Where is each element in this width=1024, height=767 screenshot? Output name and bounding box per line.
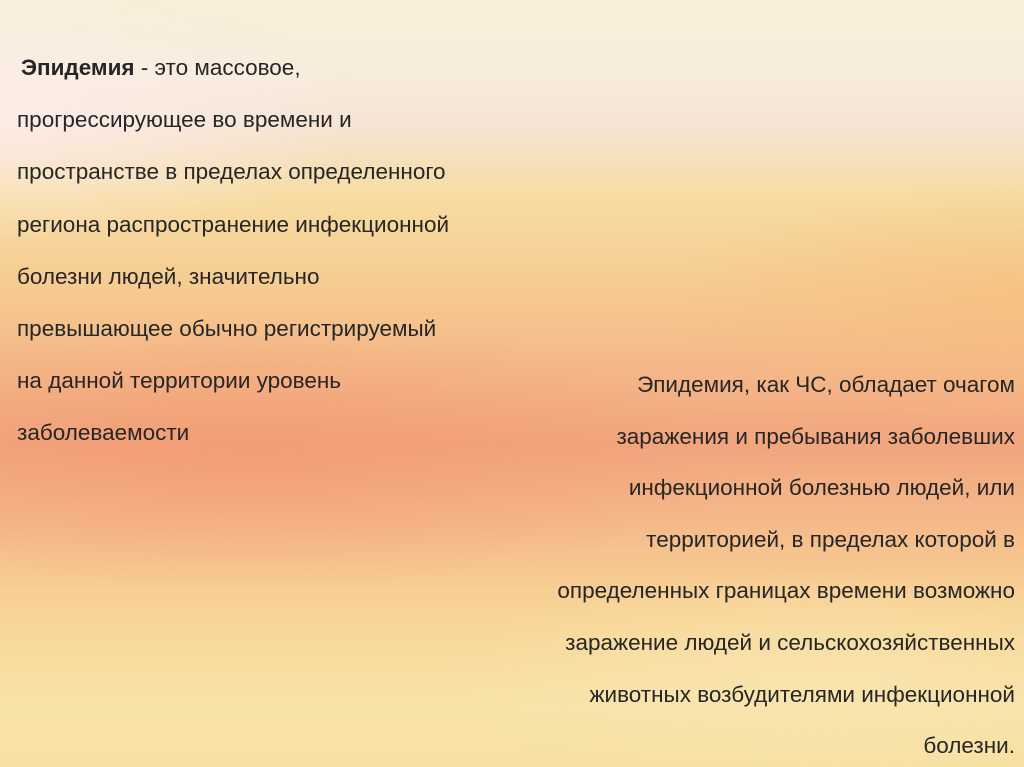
characteristic-line-7: животных возбудителями инфекционной: [589, 681, 1015, 707]
characteristic-line-8: болезни.: [923, 733, 1015, 759]
definition-line-8: заболеваемости: [17, 420, 190, 446]
definition-line-1: [17, 42, 577, 94]
definition-line-7: на данной территории уровень: [17, 368, 342, 394]
definition-term: Эпидемия: [21, 55, 135, 80]
characteristic-text-block: [395, 359, 1015, 767]
definition-line-3: пространстве в пределах определенного: [17, 159, 446, 185]
characteristic-line-3: инфекционной болезнью людей, или: [628, 475, 1015, 501]
characteristic-line-1: Эпидемия, как ЧС, обладает очагом: [637, 372, 1015, 397]
characteristic-line-6: заражение людей и сельскохозяйственных: [565, 629, 1015, 655]
definition-line-4: региона распространение инфекционной: [17, 211, 450, 237]
definition-line-2: прогрессирующее во времени и: [17, 107, 352, 133]
characteristic-line-5: определенных границах времени возможно: [557, 578, 1015, 604]
definition-line-6: превышающее обычно регистрируемый: [17, 316, 437, 342]
definition-line-5: болезни людей, значительно: [17, 263, 320, 289]
definition-line-1-rest: - это массовое,: [134, 55, 301, 80]
characteristic-line-4: территорией, в пределах которой в: [646, 526, 1015, 552]
characteristic-line-2: заражения и пребывания заболевших: [616, 423, 1015, 449]
